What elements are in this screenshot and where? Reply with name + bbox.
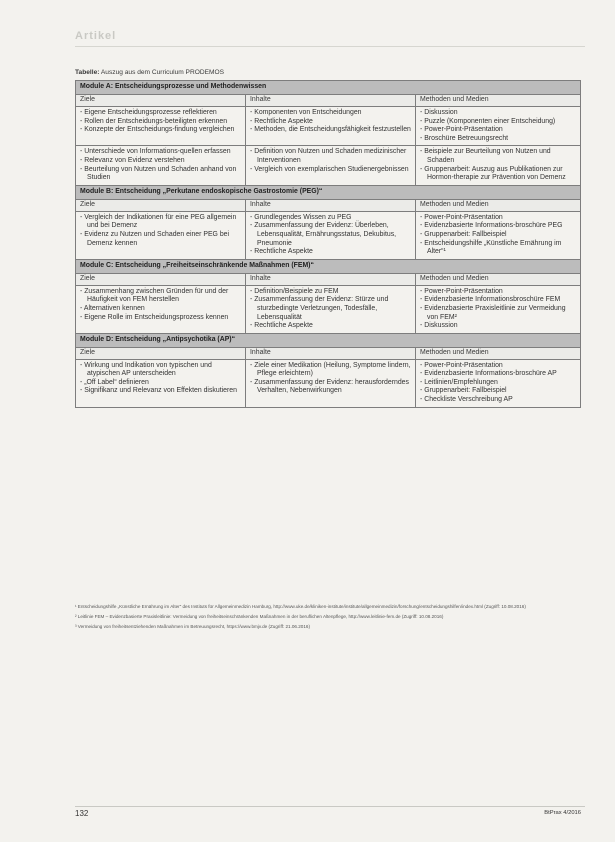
bullet-list: [420, 288, 576, 331]
cell-inhalte: [246, 285, 416, 333]
column-header-inhalte: Inhalte: [246, 347, 416, 359]
list-item: - Methoden, die Entscheidungsfähigkeit festzustellen: [250, 126, 411, 135]
list-item: - Entscheidungshilfe „Künstliche Ernährung im Alter“¹: [420, 240, 576, 257]
cell-ziele: [76, 285, 246, 333]
bullet-list: [420, 109, 576, 143]
cell-ziele: [76, 211, 246, 259]
list-item: - Rechtliche Aspekte: [250, 248, 411, 257]
cell-methoden: [416, 359, 581, 407]
list-item: - Rechtliche Aspekte: [250, 322, 411, 331]
column-header-inhalte: Inhalte: [246, 199, 416, 211]
cell-methoden: [416, 146, 581, 185]
footer-divider: [75, 806, 585, 807]
cell-inhalte: [246, 211, 416, 259]
list-item: - Leitlinien/Empfehlungen: [420, 379, 576, 388]
bullet-list: [250, 362, 411, 396]
cell-ziele: [76, 146, 246, 185]
module-header-row: [76, 333, 581, 347]
list-item: - Komponenten von Entscheidungen: [250, 109, 411, 118]
module-title: Module B: Entscheidung „Perkutane endoskopische Gastrostomie (PEG)“: [76, 185, 581, 199]
list-item: - Wirkung und Indikation von typischen und atypischen AP unterscheiden: [80, 362, 241, 379]
bullet-list: [250, 109, 411, 135]
list-item: - Evidenz zu Nutzen und Schaden einer PEG bei Demenz kennen: [80, 231, 241, 248]
module-title: Module C: Entscheidung „Freiheitseinschränkende Maßnahmen (FEM)“: [76, 259, 581, 273]
page-number: 132: [75, 809, 89, 818]
caption-text: Auszug aus dem Curriculum PRODEMOS: [100, 69, 225, 76]
list-item: - Zusammenfassung der Evidenz: herausforderndes Verhalten, Nebenwirkungen: [250, 379, 411, 396]
list-item: - Vergleich von exemplarischen Studienergebnissen: [250, 166, 411, 175]
list-item: - Signifikanz und Relevanz von Effekten diskutieren: [80, 387, 241, 396]
cell-ziele: [76, 359, 246, 407]
bullet-list: [420, 214, 576, 257]
column-header-methoden: Methoden und Medien: [416, 199, 581, 211]
column-header-ziele: Ziele: [76, 273, 246, 285]
column-header-ziele: Ziele: [76, 199, 246, 211]
footnotes: [75, 604, 580, 635]
table-row: [76, 285, 581, 333]
cell-inhalte: [246, 146, 416, 185]
module-header-row: [76, 81, 581, 95]
bullet-list: [420, 362, 576, 405]
header-divider: [75, 46, 585, 47]
bullet-list: [80, 109, 241, 135]
column-header-ziele: Ziele: [76, 95, 246, 107]
caption-label: Tabelle:: [75, 69, 100, 76]
list-item: - Vergleich der Indikationen für eine PEG allgemein und bei Demenz: [80, 214, 241, 231]
table-row: [76, 359, 581, 407]
footnote: ² Leitlinie FEM – Evidenzbasierte Praxisleitlinie: Vermeidung von freiheitseinschränkenden Maßnahmen in der beruflichen Altenpflege, http://www.leitlinie-fem.de (Zugriff: 10.08.2016): [75, 614, 444, 620]
list-item: - Power-Point-Präsentation: [420, 214, 576, 223]
cell-methoden: [416, 211, 581, 259]
list-item: - Definition/Beispiele zu FEM: [250, 288, 411, 297]
list-item: - Ziele einer Medikation (Heilung, Symptome lindern, Pflege erleichtern): [250, 362, 411, 379]
column-header-ziele: Ziele: [76, 347, 246, 359]
bullet-list: [250, 148, 411, 174]
bullet-list: [250, 288, 411, 331]
bullet-list: [80, 362, 241, 396]
list-item: - Puzzle (Komponenten einer Entscheidung): [420, 118, 576, 127]
column-header-methoden: Methoden und Medien: [416, 95, 581, 107]
list-item: - Evidenzbasierte Informations-broschüre PEG: [420, 222, 576, 231]
journal-name: BtPrax 4/2016: [544, 810, 581, 816]
table-row: [76, 107, 581, 146]
list-item: - Evidenzbasierte Informations-broschüre AP: [420, 370, 576, 379]
column-header-row: [76, 273, 581, 285]
module-header-row: [76, 259, 581, 273]
list-item: - Rollen der Entscheidungs-beteiligten erkennen: [80, 118, 241, 127]
list-item: - Rechtliche Aspekte: [250, 118, 411, 127]
list-item: - Zusammenhang zwischen Gründen für und der Häufigkeit von FEM herstellen: [80, 288, 241, 305]
list-item: - Beispiele zur Beurteilung von Nutzen und Schaden: [420, 148, 576, 165]
column-header-row: [76, 199, 581, 211]
list-item: - Checkliste Verschreibung AP: [420, 396, 576, 405]
section-header: Artikel: [75, 30, 117, 42]
column-header-row: [76, 95, 581, 107]
cell-ziele: [76, 107, 246, 146]
bullet-list: [80, 288, 241, 322]
curriculum-table: [75, 80, 581, 408]
list-item: - Power-Point-Präsentation: [420, 126, 576, 135]
list-item: - Power-Point-Präsentation: [420, 362, 576, 371]
cell-inhalte: [246, 107, 416, 146]
table-row: [76, 146, 581, 185]
bullet-list: [80, 214, 241, 248]
column-header-methoden: Methoden und Medien: [416, 273, 581, 285]
list-item: - Gruppenarbeit: Fallbeispiel: [420, 231, 576, 240]
cell-methoden: [416, 285, 581, 333]
list-item: - Evidenzbasierte Praxisleitlinie zur Vermeidung von FEM²: [420, 305, 576, 322]
list-item: - Definition von Nutzen und Schaden medizinischer Interventionen: [250, 148, 411, 165]
list-item: - Gruppenarbeit: Fallbeispiel: [420, 387, 576, 396]
table-caption: [75, 69, 224, 76]
cell-methoden: [416, 107, 581, 146]
column-header-inhalte: Inhalte: [246, 95, 416, 107]
list-item: - Diskussion: [420, 322, 576, 331]
column-header-methoden: Methoden und Medien: [416, 347, 581, 359]
column-header-row: [76, 347, 581, 359]
bullet-list: [80, 148, 241, 182]
module-title: Module D: Entscheidung „Antipsychotika (AP)“: [76, 333, 581, 347]
footnote: ¹ Entscheidungshilfe „Künstliche Ernährung im Alter“ des Instituts für Allgemeinmedizin Hamburg, http://www.uke.de/kliniken-institute/institute/allgemeinmedizin/forschung/entscheidungshilfen/index.html (Zugriff: 10.08.2016): [75, 604, 526, 609]
module-title: Module A: Entscheidungsprozesse und Methodenwissen: [76, 81, 581, 95]
list-item: - Grundlegendes Wissen zu PEG: [250, 214, 411, 223]
list-item: - Gruppenarbeit: Auszug aus Publikationen zur Hormon-therapie zur Prävention von Demenz: [420, 166, 576, 183]
list-item: - Power-Point-Präsentation: [420, 288, 576, 297]
list-item: - Eigene Rolle im Entscheidungsprozess kennen: [80, 314, 241, 323]
list-item: - Relevanz von Evidenz verstehen: [80, 157, 241, 166]
list-item: - Diskussion: [420, 109, 576, 118]
column-header-inhalte: Inhalte: [246, 273, 416, 285]
table-row: [76, 211, 581, 259]
bullet-list: [250, 214, 411, 257]
module-header-row: [76, 185, 581, 199]
list-item: - Konzepte der Entscheidungs-findung vergleichen: [80, 126, 241, 135]
list-item: - Unterschiede von Informations-quellen erfassen: [80, 148, 241, 157]
list-item: - Eigene Entscheidungsprozesse reflektieren: [80, 109, 241, 118]
list-item: - Evidenzbasierte Informationsbroschüre FEM: [420, 296, 576, 305]
list-item: - „Off Label“ definieren: [80, 379, 241, 388]
list-item: - Alternativen kennen: [80, 305, 241, 314]
bullet-list: [420, 148, 576, 182]
cell-inhalte: [246, 359, 416, 407]
footnote: ³ Vermeidung von freiheitsentziehenden Maßnahmen im Betreuungsrecht, https://www.bmjv.de (Zugriff: 21.06.2016): [75, 624, 310, 630]
list-item: - Zusammenfassung der Evidenz: Überleben, Lebensqualität, Ernährungsstatus, Dekubitus, Pneumonie: [250, 222, 411, 248]
list-item: - Broschüre Betreuungsrecht: [420, 135, 576, 144]
list-item: - Zusammenfassung der Evidenz: Stürze und sturzbedingte Verletzungen, Todesfälle, Lebensqualität: [250, 296, 411, 322]
list-item: - Beurteilung von Nutzen und Schaden anhand von Studien: [80, 166, 241, 183]
